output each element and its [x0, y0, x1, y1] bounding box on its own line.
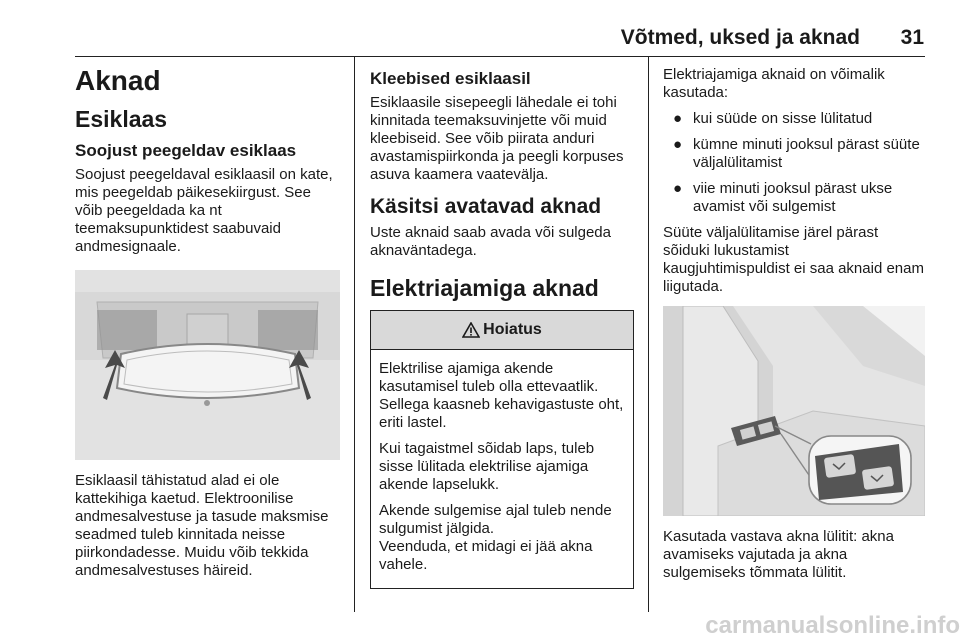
windscreen-mirror-illustration [75, 270, 340, 460]
warning-box [370, 310, 634, 589]
window-switch-illustration [663, 306, 925, 516]
warning-paragraph-4: Veenduda, et midagi ei jää akna vahele. [379, 538, 593, 573]
column-1 [75, 56, 340, 586]
list-item: ● viie minuti jooksul pärast ukse avamist või sulgemist [673, 180, 893, 215]
column-2 [370, 56, 635, 589]
topic-heading-stickers: Kleebised esiklaasil [370, 69, 531, 88]
list-item: ● kui süüde on sisse lülitatud [673, 110, 873, 127]
page-number: 31 [900, 26, 924, 49]
paragraph-manual-windows: Uste aknaid saab avada või sulgeda aknaväntadega. [370, 224, 611, 259]
site-watermark: carmanualsonline.info [705, 612, 960, 639]
warning-header [371, 311, 633, 350]
list-item: ● kümne minuti jooksul pärast süüte väljalülitamist [673, 136, 920, 171]
warning-title: Hoiatus [483, 321, 542, 338]
paragraph-after-ignition-off-b: kaugjuhtimispuldist ei saa aknaid enam liigutada. [663, 260, 924, 295]
section-heading-power-windows: Elektriajamiga aknad [370, 275, 599, 301]
paragraph-after-ignition-off-a: Süüte väljalülitamise järel pärast sõiduki lukustamist [663, 224, 879, 259]
warning-paragraph-2: Kui tagaistmel sõidab laps, tuleb sisse lülitada elektrilise ajamiga akende lapselukk. [379, 440, 595, 493]
paragraph-operation-intro: Elektriajamiga aknaid on võimalik kasutada: [663, 66, 885, 101]
warning-body [371, 350, 633, 588]
section-heading-manual-windows: Käsitsi avatavad aknad [370, 195, 602, 218]
windscreen-mirror-drawing [75, 270, 340, 460]
warning-triangle-icon [462, 322, 480, 338]
warning-paragraph-3: Akende sulgemise ajal tuleb nende sulgumist jälgida. [379, 502, 612, 537]
paragraph-marked-areas: Esiklaasil tähistatud alad ei ole kattekihiga kaetud. Elektroonilise andmesalvestuse ja tasude maksmise seadmed tuleb kinnitada neisse piirkondadesse. Muidu võib tekkida andmesalvestuses häireid. [75, 472, 329, 579]
operation-conditions-list [663, 110, 925, 216]
column-divider-right [648, 56, 649, 612]
column-divider-left [354, 56, 355, 612]
paragraph-stickers: Esiklaasile sisepeegli lähedale ei tohi kinnitada teemaksuvinjette või muid kleebiseid. See võib piirata anduri avastamispiirkonda ja peegli korpuses asuva kaamera vaatevälja. [370, 94, 624, 183]
subsection-heading-windscreen: Esiklaas [75, 106, 168, 132]
bullet-icon: ● [673, 110, 683, 127]
bullet-icon: ● [673, 136, 683, 153]
paragraph-heat-reflecting: Soojust peegeldaval esiklaasil on kate, mis peegeldab päikesekiirgust. See võib peegeldada ka nt teemaksupunktidest saabuvaid andmesignaale. [75, 166, 333, 255]
warning-paragraph-1: Elektrilise ajamiga akende kasutamisel tuleb olla ettevaatlik. Sellega kaasneb kehavigastuste oht, eriti lastel. [379, 360, 624, 431]
topic-heading-heat-reflecting: Soojust peegeldav esiklaas [75, 141, 297, 160]
bullet-icon: ● [673, 180, 683, 197]
column-3 [663, 56, 925, 588]
window-switch-drawing [663, 306, 925, 516]
paragraph-switch-usage: Kasutada vastava akna lülitit: akna avamiseks vajutada ja akna sulgemiseks tõmmata lülitit. [663, 528, 894, 581]
running-header-title: Võtmed, uksed ja aknad [620, 26, 860, 49]
section-heading-windows: Aknad [75, 65, 161, 96]
